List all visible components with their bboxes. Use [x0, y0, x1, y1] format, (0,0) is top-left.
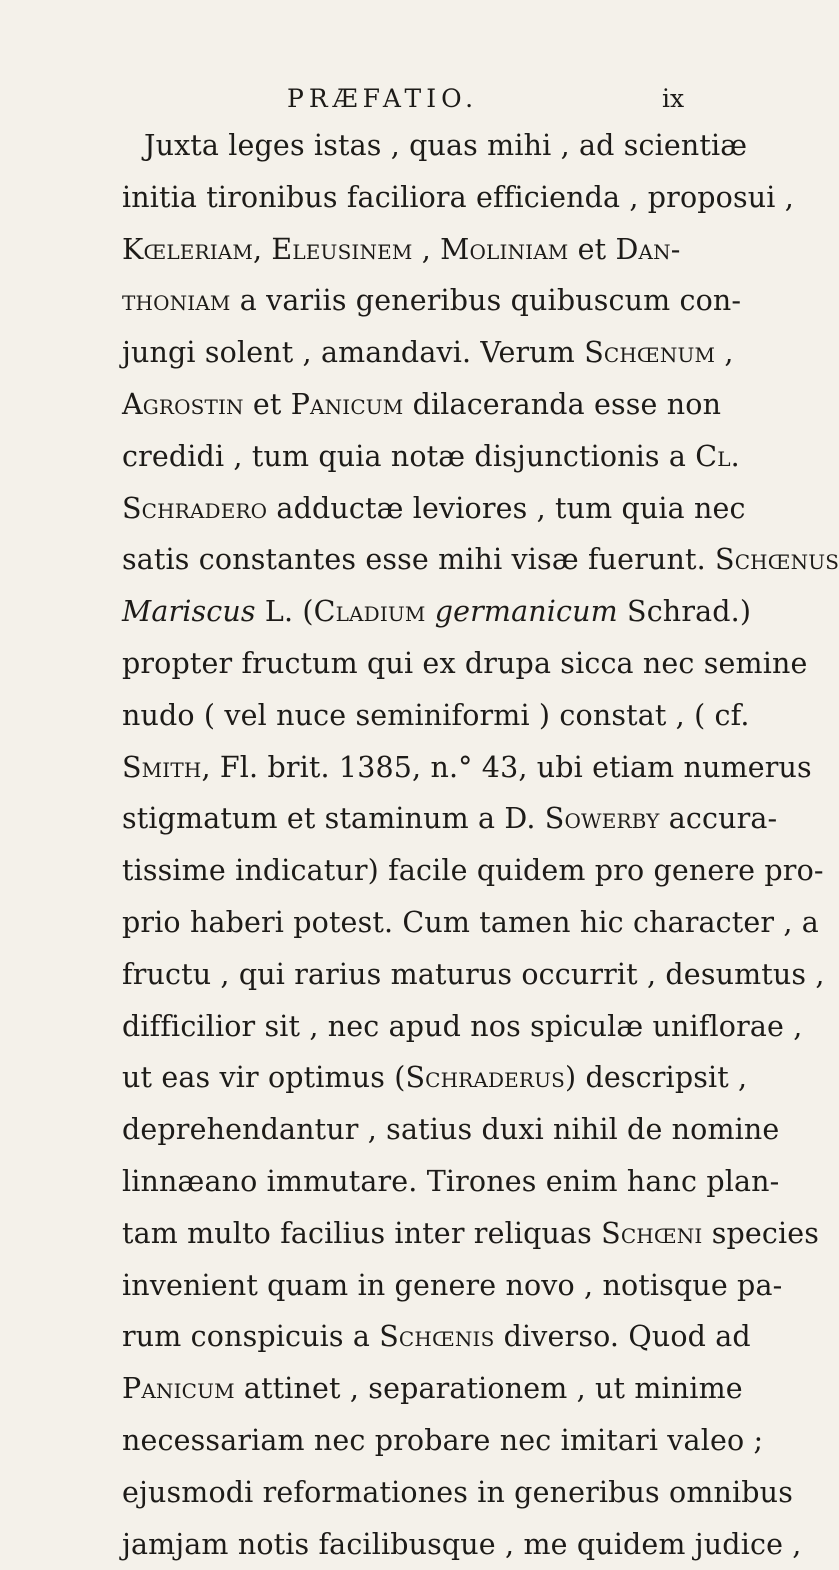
text-line — [122, 1208, 820, 1260]
small-caps-run: Agrostin — [122, 387, 244, 421]
text-line — [122, 172, 794, 224]
small-caps-run: Cl. — [695, 439, 740, 473]
text-line — [122, 897, 819, 949]
body-text — [122, 120, 839, 1570]
text-run: , — [253, 232, 272, 266]
text-line — [122, 1156, 780, 1208]
small-caps-run: Eleusinem — [271, 232, 413, 266]
text-run: , — [715, 336, 734, 370]
small-caps-run: Schœnis — [379, 1320, 495, 1354]
text-line — [122, 638, 808, 690]
text-line — [122, 224, 682, 276]
small-caps-run: Panicum — [290, 387, 404, 421]
small-caps-run: Dan- — [615, 232, 681, 266]
text-line — [122, 1415, 764, 1467]
small-caps-run: Cladium — [313, 595, 426, 629]
text-line — [122, 379, 722, 431]
text-run: ) descripsit , — [565, 1061, 748, 1095]
text-run: credidi , tum quia notæ disjunctionis a — [122, 439, 696, 473]
text-line — [122, 949, 825, 1001]
text-run: initia tironibus faciliora efficienda , proposui , — [122, 180, 794, 214]
text-run: et — [243, 387, 291, 421]
running-title: PRÆFATIO. — [287, 84, 479, 113]
text-run: nudo ( vel nuce seminiformi ) constat , ( cf. — [122, 698, 750, 732]
text-line — [122, 1260, 783, 1312]
text-run: jamjam notis facilibusque , me quidem judice , — [122, 1527, 802, 1561]
text-line — [122, 120, 748, 172]
text-line — [122, 534, 839, 586]
text-run: L. ( — [255, 595, 314, 629]
small-caps-run: Schœni — [601, 1216, 703, 1250]
text-run — [426, 595, 435, 628]
text-run: necessariam nec probare nec imitari valeo ; — [122, 1423, 764, 1457]
small-caps-run: Kœleriam — [122, 232, 253, 266]
small-caps-run: Panicum — [122, 1372, 235, 1406]
text-run: ut eas vir optimus ( — [122, 1061, 406, 1095]
small-caps-run: thoniam — [122, 284, 231, 318]
small-caps-run: Sowerby — [544, 802, 660, 836]
italic-run: Mariscus — [122, 595, 256, 629]
text-line — [122, 1363, 743, 1415]
text-run: deprehendantur , satius duxi nihil de nomine — [122, 1113, 780, 1147]
small-caps-run: Moliniam — [440, 232, 569, 266]
small-caps-run: Smith — [122, 750, 202, 784]
text-line — [122, 275, 742, 327]
text-run: Juxta leges istas , quas mihi , ad scientiæ — [144, 129, 748, 162]
text-line — [122, 327, 734, 379]
text-line — [122, 742, 812, 794]
text-run: species — [702, 1216, 820, 1250]
text-line — [122, 586, 752, 638]
text-line — [122, 1519, 802, 1570]
text-run: invenient quam in genere novo , notisque pa- — [122, 1268, 783, 1302]
text-run: , Fl. brit. 1385, n.° 43, ubi etiam numerus — [201, 750, 812, 784]
text-line — [122, 690, 750, 742]
text-run: accura- — [659, 802, 778, 836]
text-run: difficilior sit , nec apud nos spiculæ uniflorae , — [122, 1009, 803, 1043]
page-number: ix — [662, 84, 685, 113]
text-line — [122, 793, 778, 845]
small-caps-run: Schœnum — [584, 336, 716, 370]
text-run: diverso. Quod ad — [494, 1320, 751, 1354]
text-run: Schrad.) — [617, 595, 752, 629]
text-run: dilaceranda esse non — [403, 387, 722, 421]
text-line — [122, 483, 746, 535]
text-run: a variis generibus quibuscum con- — [230, 284, 742, 318]
text-line — [122, 845, 824, 897]
small-caps-run: Schœnus — [715, 543, 839, 577]
text-run: linnæano immutare. Tirones enim hanc plan- — [122, 1164, 780, 1198]
text-run: ejusmodi reformationes in generibus omnibus — [122, 1475, 793, 1509]
text-run: stigmatum et staminum a D. — [122, 802, 545, 836]
small-caps-run: Schradero — [122, 491, 268, 525]
text-line — [122, 1467, 793, 1519]
text-line — [122, 431, 740, 483]
text-run: prio haberi potest. Cum tamen hic character , a — [122, 905, 819, 939]
text-line — [122, 1311, 751, 1363]
text-run: adductæ leviores , tum quia nec — [267, 491, 746, 525]
text-line — [122, 1052, 748, 1104]
text-run: attinet , separationem , ut minime — [234, 1372, 743, 1406]
text-run: satis constantes esse mihi visæ fuerunt. — [122, 543, 716, 577]
text-run: tam multo facilius inter reliquas — [122, 1216, 602, 1250]
text-run: jungi solent , amandavi. Verum — [122, 336, 585, 370]
text-line — [122, 1104, 780, 1156]
text-line — [122, 1001, 803, 1053]
text-run: tissime indicatur) facile quidem pro genere pro- — [122, 854, 824, 888]
text-run: fructu , qui rarius maturus occurrit , desumtus , — [122, 957, 825, 991]
text-run: , — [412, 232, 441, 266]
small-caps-run: Schraderus — [405, 1061, 565, 1095]
text-run: et — [568, 232, 616, 266]
text-run: rum conspicuis a — [122, 1320, 380, 1354]
text-run: propter fructum qui ex drupa sicca nec semine — [122, 646, 808, 680]
italic-run: germanicum — [434, 595, 618, 629]
